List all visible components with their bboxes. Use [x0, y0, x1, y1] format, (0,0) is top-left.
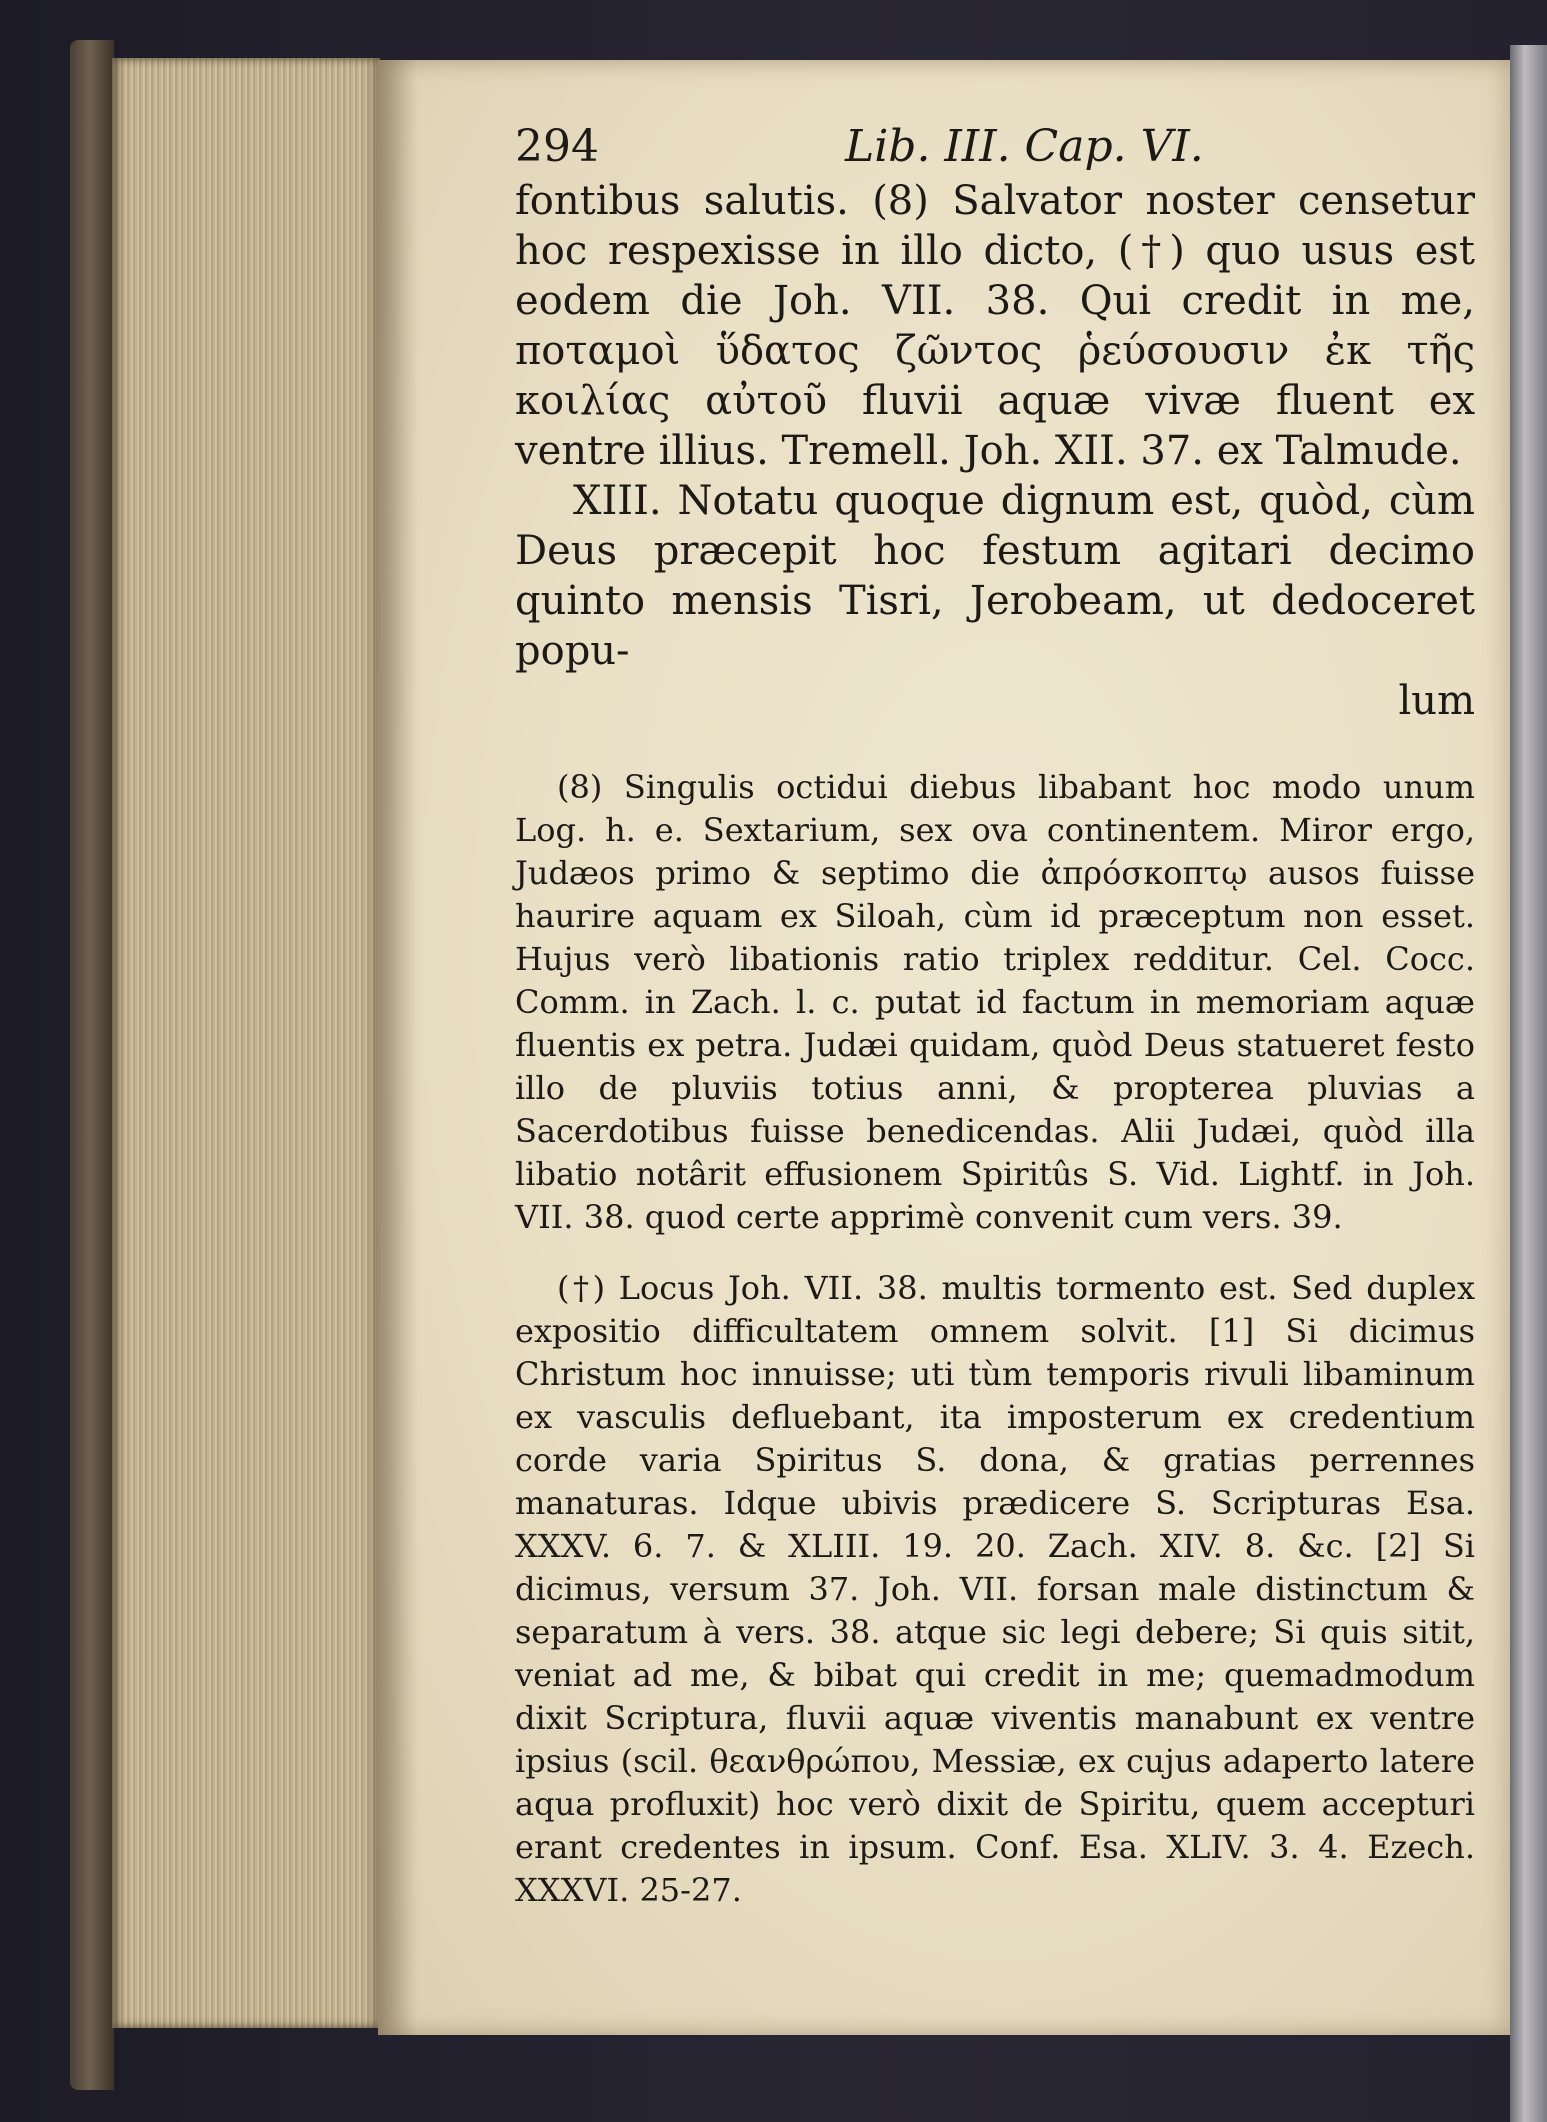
page-header [515, 118, 1475, 176]
paragraph-2: XIII. Notatu quoque dignum est, quòd, cùm Deus præcepit hoc festum agitari decimo quinto mensis Tisri, Jerobeam, ut dedoceret popu- [515, 478, 1475, 674]
page-text [515, 118, 1475, 1912]
paragraph-1: fontibus salutis. (8) Salvator noster censetur hoc respexisse in illo dicto, (†) quo usus est eodem die Joh. VII. 38. Qui credit in me, ποταμοὶ ὕδατος ζῶντος ῥεύσουσιν ἐκ τῆς κοιλίας αὐτοῦ fluvii aquæ vivæ fluent ex ventre illius. Tremell. Joh. XII. 37. ex Talmude. [515, 178, 1475, 474]
footnotes [515, 766, 1475, 1912]
running-head: Lib. III. Cap. VI. [845, 121, 1204, 172]
footnote-dagger: (†) Locus Joh. VII. 38. multis tormento est. Sed duplex expositio difficultatem omnem solvit. [1] Si dicimus Christum hoc innuisse; uti tùm temporis rivuli libaminum ex vasculis defluebant, ita imposterum ex credentium corde varia Spiritus S. dona, & gratias perrennes manaturas. Idque ubivis prædicere S. Scripturas Esa. XXXV. 6. 7. & XLIII. 19. 20. Zach. XIV. 8. &c. [2] Si dicimus, versum 37. Joh. VII. forsan male distinctum & separatum à vers. 38. atque sic legi debere; Si quis sitit, veniat ad me, & bibat qui credit in me; quemadmodum dixit Scriptura, fluvii aquæ viventis manabunt ex ventre ipsius (scil. θεανθρώπου, Messiæ, ex cujus adaperto latere aqua profluxit) hoc verò dixit de Spiritu, quem accepturi erant credentes in ipsum. Conf. Esa. XLIV. 3. 4. Ezech. XXXVI. 25-27. [515, 1269, 1475, 1909]
main-text [515, 176, 1475, 726]
page-number: 294 [515, 121, 599, 172]
scan-edge-strip [1510, 45, 1547, 2122]
book-binding [70, 40, 114, 2090]
gutter-shadow [378, 60, 418, 2035]
footnote-8: (8) Singulis octidui diebus libabant hoc modo unum Log. h. e. Sextarium, sex ova continentem. Miror ergo, Judæos primo & septimo die ἀπρόσκοπτῳ ausos fuisse haurire aquam ex Siloah, cùm id præceptum non esset. Hujus verò libationis ratio triplex redditur. Cel. Cocc. Comm. in Zach. l. c. putat id factum in memoriam aquæ fluentis ex petra. Judæi quidam, quòd Deus statueret festo illo de pluviis totius anni, & propterea pluvias a Sacerdotibus fuisse benedicendas. Alii Judæi, quòd illa libatio notârit effusionem Spiritûs S. Vid. Lightf. in Joh. VII. 38. quod certe apprimè convenit cum vers. 39. [515, 768, 1476, 1236]
page-edges [112, 58, 380, 2028]
catchword: lum [1398, 678, 1475, 724]
